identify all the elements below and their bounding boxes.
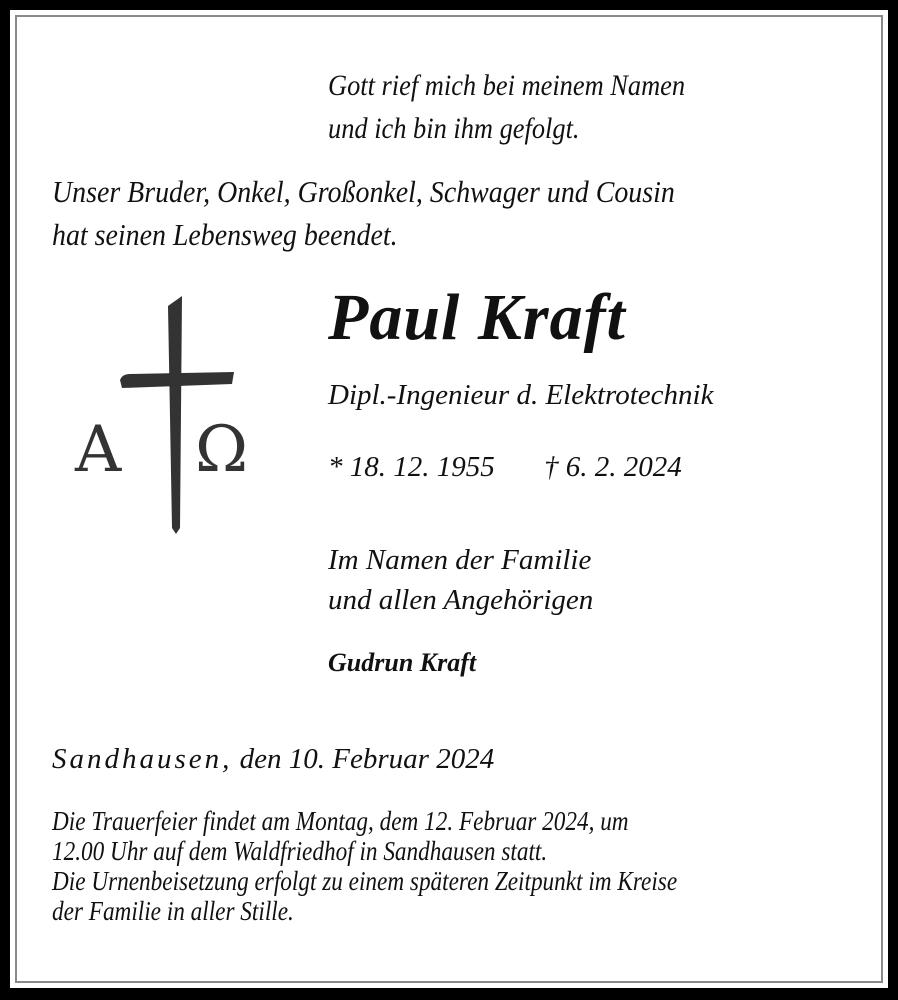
deceased-name: Paul Kraft	[328, 281, 626, 354]
omega-glyph: Ω	[195, 413, 249, 487]
alpha-glyph: A	[75, 413, 122, 487]
signer-name: Gudrun Kraft	[328, 648, 477, 677]
family-line: Im Namen der Familie	[328, 544, 592, 576]
family-line: und allen Angehörigen	[328, 584, 594, 616]
intro-line: Unser Bruder, Onkel, Großonkel, Schwager und Cousin	[52, 174, 675, 209]
service-line: 12.00 Uhr auf dem Waldfriedhof in Sandhausen statt.	[52, 836, 548, 866]
cross-alpha-omega-icon	[70, 290, 280, 540]
service-line: Die Urnenbeisetzung erfolgt zu einem späteren Zeitpunkt im Kreise	[52, 866, 678, 896]
place: Sandhausen,	[52, 743, 233, 775]
service-info	[52, 806, 677, 926]
death-date: † 6. 2. 2024	[544, 451, 682, 483]
place-date	[52, 740, 494, 778]
bible-quote	[328, 64, 685, 150]
notice-date: den 10. Februar 2024	[239, 743, 495, 775]
life-dates	[328, 448, 682, 486]
service-line: Die Trauerfeier findet am Montag, dem 12. Februar 2024, um	[52, 806, 629, 836]
profession: Dipl.-Ingenieur d. Elektrotechnik	[328, 379, 714, 411]
birth-date: * 18. 12. 1955	[328, 451, 495, 483]
intro-line: hat seinen Lebensweg beendet.	[52, 217, 398, 252]
quote-line: und ich bin ihm gefolgt.	[328, 112, 580, 145]
quote-line: Gott rief mich bei meinem Namen	[328, 69, 686, 102]
service-line: der Familie in aller Stille.	[52, 896, 294, 926]
family-text	[328, 540, 593, 620]
obituary-page	[10, 10, 888, 988]
intro-text	[52, 170, 675, 256]
